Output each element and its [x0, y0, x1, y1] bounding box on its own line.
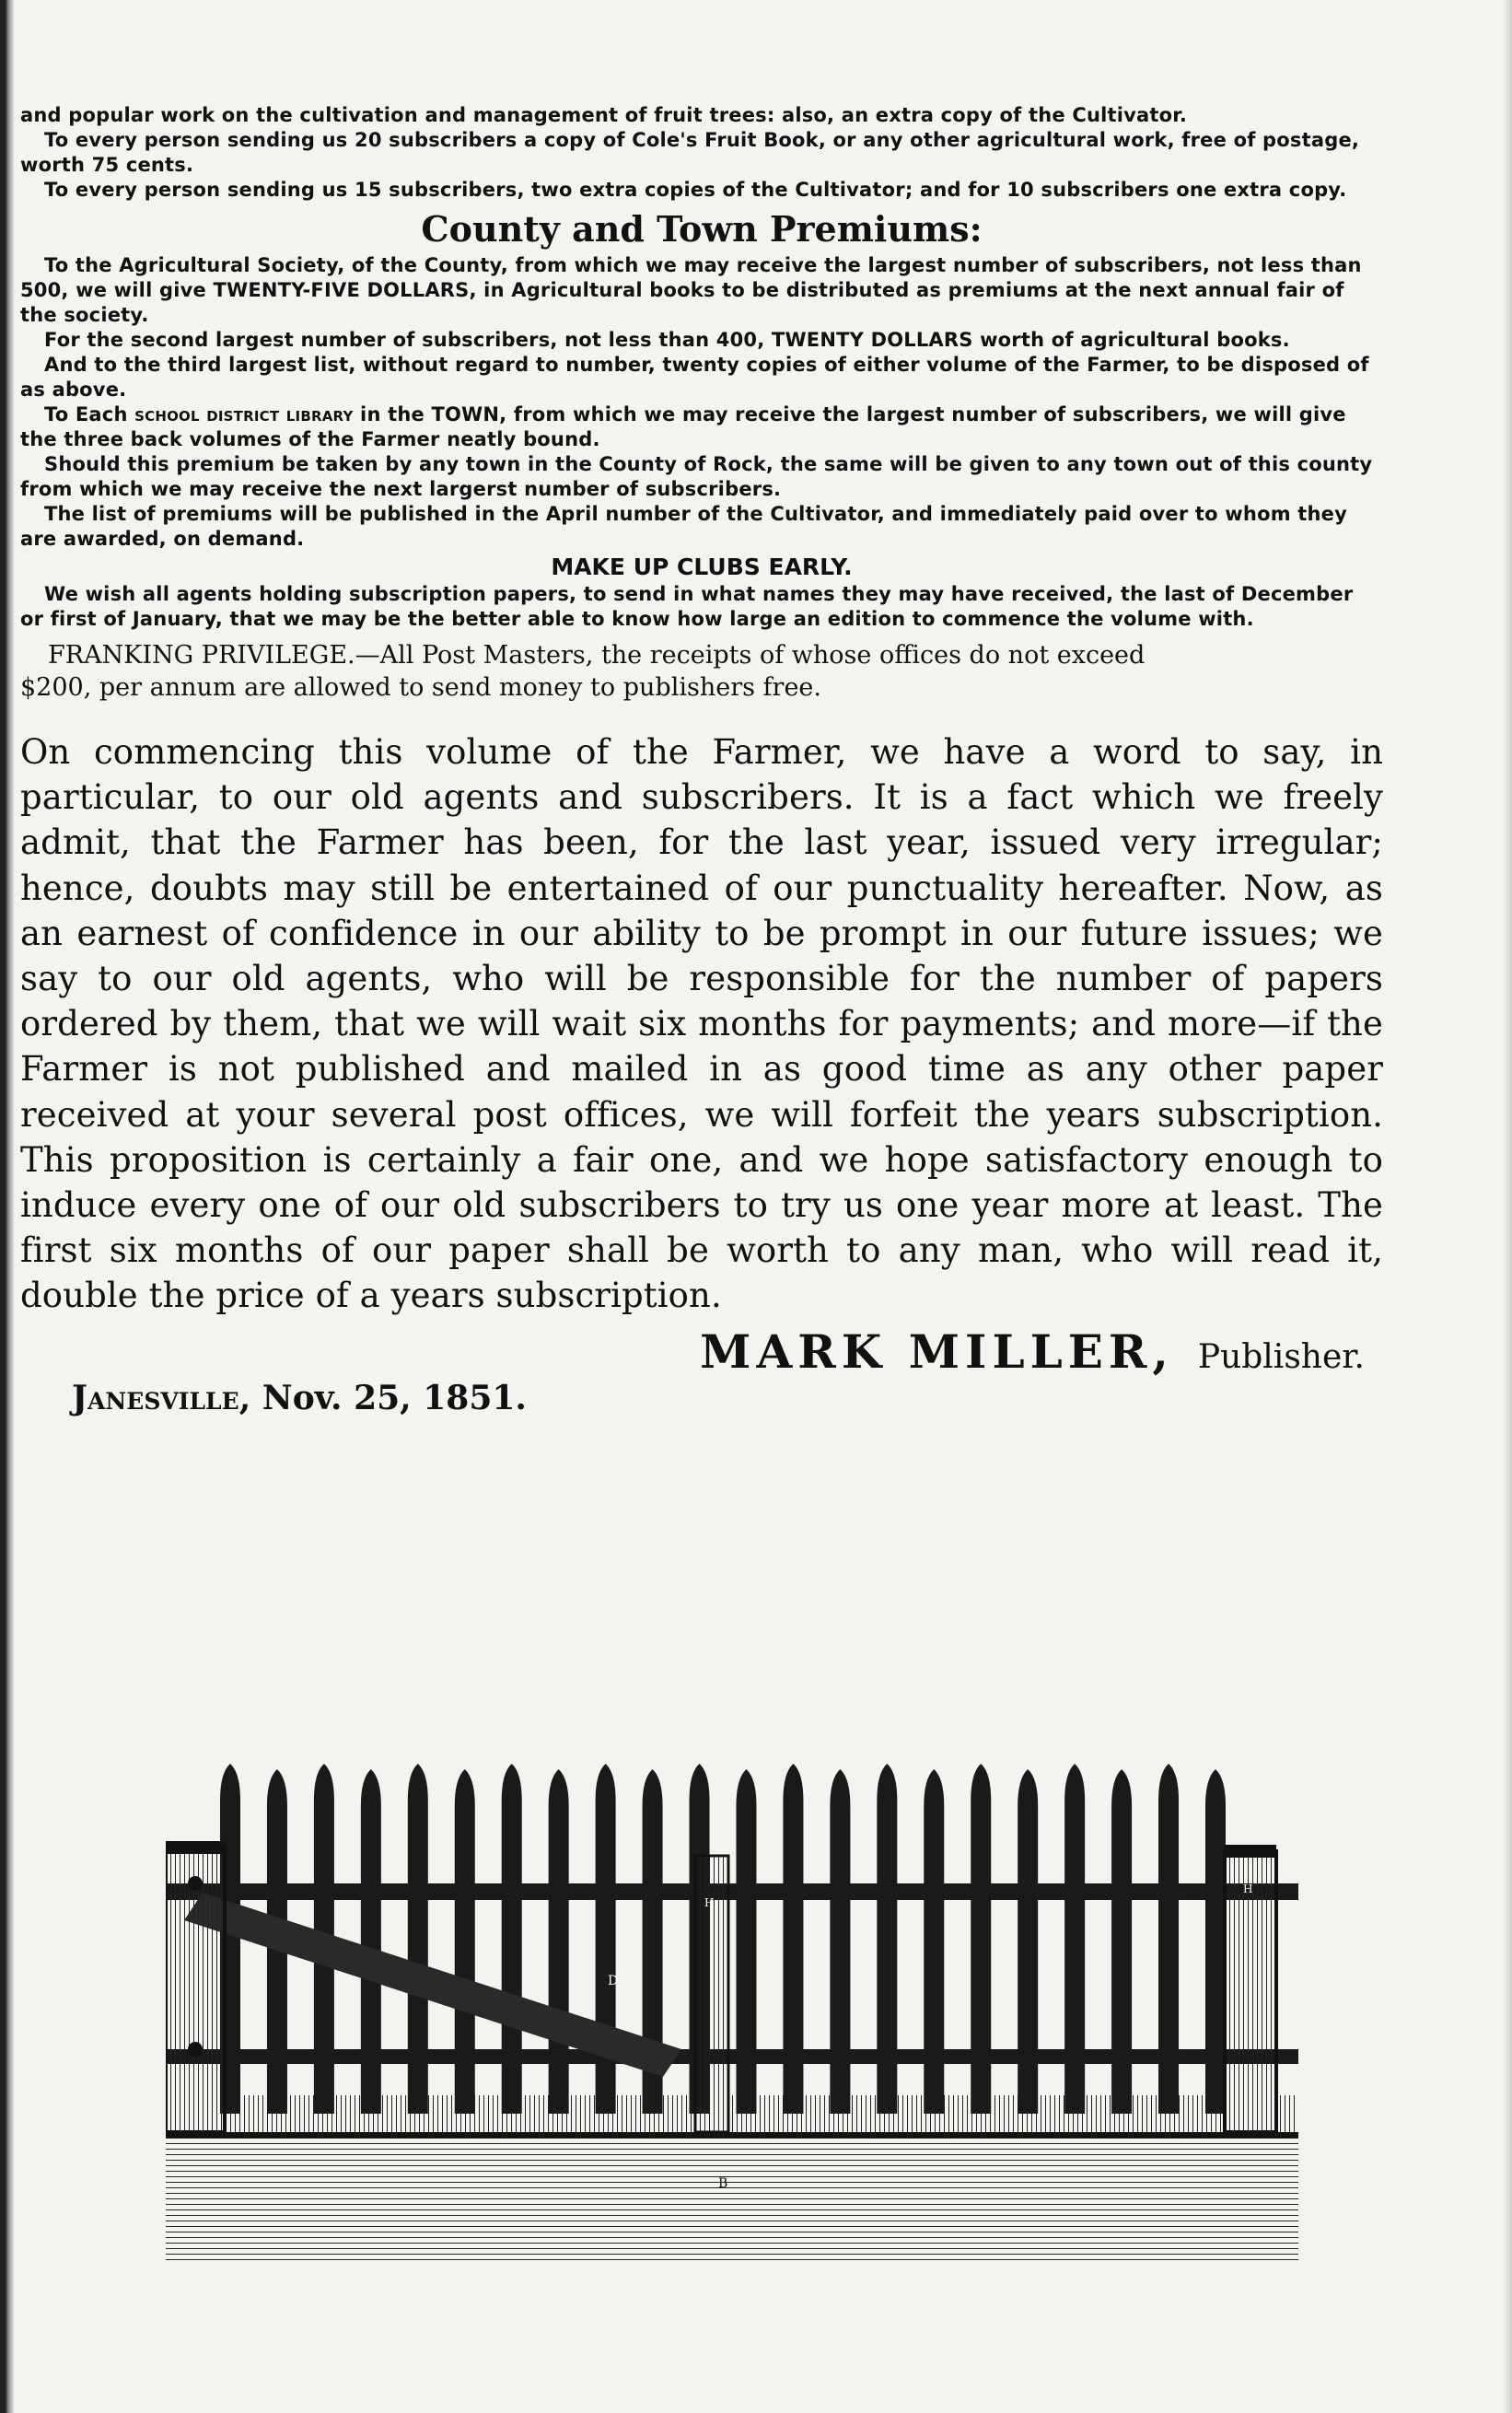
premium-paragraph-2: For the second largest number of subscribers, not less than 400, TWENTY DOLLARS worth of agricultural books. — [44, 329, 1290, 351]
premium-paragraph-5: Should this premium be taken by any town in the County of Rock, the same will be given to any town out of this county from which we may receive the next largerst number of subscribers. — [20, 453, 1373, 500]
fence-ground — [166, 2132, 1298, 2261]
document-page — [20, 103, 1383, 1417]
top-line-1: and popular work on the cultivation and management of fruit trees: also, an extra copy of the Cultivator. — [20, 104, 1188, 126]
premium-paragraph-3: And to the third largest list, without regard to number, twenty copies of either volume of the Farmer, to be disposed of as above. — [20, 354, 1369, 401]
gate-hinge-bottom — [188, 2042, 203, 2057]
premium-paragraph-4 — [20, 402, 1383, 452]
premium-paragraph-6: The list of premiums will be published in the April number of the Cultivator, and immediately paid over to whom they are awarded, on demand. — [20, 503, 1348, 550]
page-right-edge — [1503, 0, 1512, 2413]
signature-block — [20, 1324, 1383, 1379]
fence-letter-h-2: H — [1243, 1883, 1253, 1895]
page-binding-edge — [0, 0, 15, 2413]
clubs-heading: MAKE UP CLUBS EARLY. — [551, 554, 853, 580]
fence-bottom-rail — [166, 2049, 1298, 2064]
top-line-2: To every person sending us 20 subscribers a copy of Cole's Fruit Book, or any other agricultural work, free of postage, worth 75 cents. — [20, 129, 1360, 176]
top-line-3: To every person sending us 15 subscribers, two extra copies of the Cultivator; and for 10 subscribers one extra copy. — [44, 179, 1347, 201]
fence-engraving — [166, 1745, 1298, 2261]
premium-paragraph-1: To the Agricultural Society, of the County, from which we may receive the largest number of subscribers, not less than 500, we will give TWENTY-FIVE DOLLARS, in Agricultural books to be distributed as premiums at the next annual fair of the society. — [20, 254, 1362, 326]
franking-line-1: FRANKING PRIVILEGE.—All Post Masters, the receipts of whose offices do not exceed — [48, 641, 1146, 670]
fence-letter-d: D — [608, 1974, 619, 1988]
p4-rest: in the TOWN, from which we may receive the largest number of subscribers, we will give the three back volumes of the Farmer neatly bound. — [20, 403, 1346, 450]
dateline-place: Janesville, — [72, 1378, 251, 1417]
premiums-heading: County and Town Premiums: — [421, 208, 983, 250]
publisher-name: MARK MILLER, — [700, 1323, 1174, 1379]
franking-notice — [20, 639, 1383, 704]
dateline-date: Nov. 25, 1851. — [262, 1378, 527, 1417]
p4-start: To Each — [44, 403, 128, 425]
clubs-paragraph: We wish all agents holding subscription papers, to send in what names they may have received, the last of December or first of January, that we may be the better able to know how large an edition to commence the volume with. — [20, 583, 1354, 630]
publisher-role: Publisher. — [1197, 1337, 1365, 1376]
fence-letter-h-1: H — [704, 1896, 715, 1909]
fence-top-rail — [166, 1883, 1298, 1900]
gate-hinge-top — [188, 1876, 203, 1891]
fence-letter-b: B — [718, 2176, 728, 2191]
franking-line-2: $200, per annum are allowed to send money to publishers free. — [20, 673, 821, 702]
dateline — [72, 1379, 1383, 1417]
p4-small-caps: school district library — [134, 403, 354, 425]
main-announcement: On commencing this volume of the Farmer, we have a word to say, in particular, to our old agents and subscribers. It is a fact which we freely admit, that the Farmer has been, for the last year, issued very irregular; hence, doubts may still be entertained of our punctuality hereafter. Now, as an earnest of confidence in our ability to be prompt in our future issues; we say to our old agents, who will be responsible for the number of papers ordered by them, that we will wait six months for payments; and more—if the Farmer is not published and mailed in as good time as any other paper received at your several post offices, we will forfeit the years subscription. This proposition is certainly a fair one, and we hope satisfactory enough to induce every one of our old subscribers to try us one year more at least. The first six months of our paper shall be worth to any man, who will read it, double the price of a years subscription. — [20, 732, 1383, 1316]
